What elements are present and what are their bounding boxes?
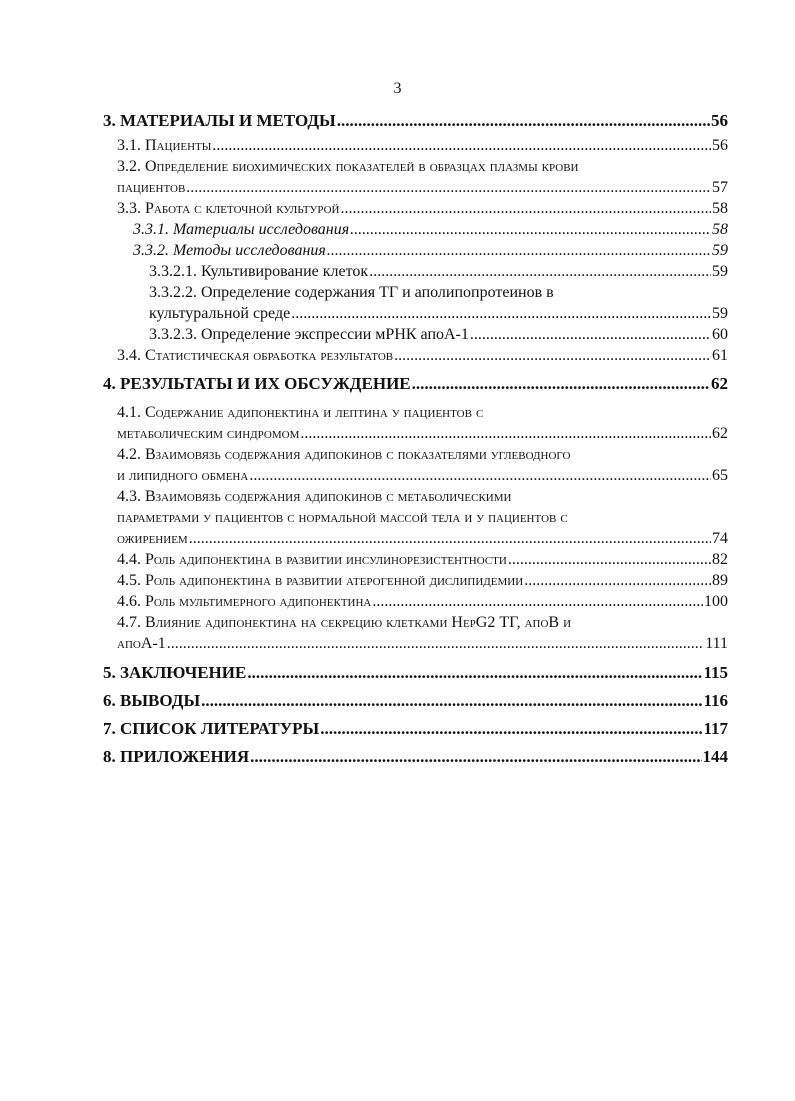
toc-entry-3-3-2-2[interactable] xyxy=(103,282,728,324)
toc-entry-3-3-2[interactable] xyxy=(103,240,728,261)
toc-entry-title-line: ожирением xyxy=(117,530,188,547)
dot-leader xyxy=(412,373,710,394)
toc-entry-page: 60 xyxy=(712,326,728,343)
toc-entry-8[interactable] xyxy=(103,746,728,767)
table-of-contents xyxy=(103,110,728,772)
dot-leader xyxy=(250,746,701,767)
toc-entry-page: 65 xyxy=(712,467,728,484)
toc-entry-page: 62 xyxy=(711,374,728,393)
toc-entry-page: 56 xyxy=(711,111,728,130)
toc-entry-title: 3.3. Работа с клеточной культурой xyxy=(117,200,340,217)
toc-entry-title-line: 3.3.2.2. Определение содержания ТГ и аполипопротеинов в xyxy=(149,284,554,301)
toc-entry-title: 3.4. Статистическая обработка результатов xyxy=(117,347,394,364)
toc-entry-4-4[interactable] xyxy=(103,549,728,570)
toc-entry-page: 111 xyxy=(705,635,728,652)
dot-leader xyxy=(372,591,703,612)
dot-leader xyxy=(320,718,702,739)
dot-leader xyxy=(327,240,711,261)
dot-leader xyxy=(201,690,702,711)
toc-entry-title-line: 4.1. Содержание адипонектина и лептина у пациентов с xyxy=(117,404,484,421)
dot-leader xyxy=(167,633,704,654)
toc-entry-page: 59 xyxy=(712,305,728,322)
toc-entry-title-line: параметрами у пациентов с нормальной массой тела и у пациентов с xyxy=(117,509,568,526)
toc-entry-title-line: 3.2. Определение биохимических показателей в образцах плазмы крови xyxy=(117,158,579,175)
dot-leader xyxy=(337,110,710,131)
toc-entry-page: 59 xyxy=(712,242,728,259)
toc-entry-title-line: 4.7. Влияние адипонектина на секрецию клетками HepG2 ТГ, апоВ и xyxy=(117,614,572,631)
page-number: 3 xyxy=(393,80,402,97)
dot-leader xyxy=(340,198,711,219)
dot-leader xyxy=(186,177,711,198)
toc-entry-3-3-1[interactable] xyxy=(103,219,728,240)
toc-entry-title: 3.3.1. Материалы исследования xyxy=(133,221,350,238)
toc-entry-title-line: культуральной среде xyxy=(149,305,291,322)
dot-leader xyxy=(300,423,711,444)
toc-entry-page: 89 xyxy=(712,572,728,589)
toc-entry-page: 62 xyxy=(712,425,728,442)
toc-entry-3-2[interactable] xyxy=(103,156,728,198)
toc-entry-3-4[interactable] xyxy=(103,345,728,366)
toc-entry-title: 3.3.2.1. Культивирование клеток xyxy=(149,263,369,280)
dot-leader xyxy=(369,261,711,282)
toc-entry-4-1[interactable] xyxy=(103,402,728,444)
toc-entry-page: 100 xyxy=(704,593,728,610)
dot-leader xyxy=(189,528,711,549)
toc-entry-title: 3.3.2.3. Определение экспрессии мРНК апоА-1 xyxy=(149,326,469,343)
toc-entry-3-3-2-1[interactable] xyxy=(103,261,728,282)
toc-entry-title: 4. РЕЗУЛЬТАТЫ И ИХ ОБСУЖДЕНИЕ xyxy=(103,374,411,393)
toc-entry-4[interactable] xyxy=(103,373,728,394)
dot-leader xyxy=(247,662,702,683)
toc-entry-title-line: и липидного обмена xyxy=(117,467,249,484)
dot-leader xyxy=(249,465,711,486)
toc-entry-title: 3. МАТЕРИАЛЫ И МЕТОДЫ xyxy=(103,111,336,130)
toc-entry-page: 58 xyxy=(712,200,728,217)
toc-entry-page: 117 xyxy=(703,719,728,738)
dot-leader xyxy=(291,303,711,324)
toc-entry-title: 3.1. Пациенты xyxy=(117,137,212,154)
toc-entry-6[interactable] xyxy=(103,690,728,711)
toc-entry-title: 8. ПРИЛОЖЕНИЯ xyxy=(103,747,250,766)
dot-leader xyxy=(470,324,711,345)
dot-leader xyxy=(350,219,711,240)
toc-entry-page: 115 xyxy=(703,663,728,682)
toc-entry-page: 56 xyxy=(712,137,728,154)
toc-entry-page: 58 xyxy=(712,221,728,238)
toc-entry-title-line: 4.2. Взаимовязь содержания адипокинов с показателями углеводного xyxy=(117,446,571,463)
toc-entry-5[interactable] xyxy=(103,662,728,683)
toc-entry-title-line: апоА-1 xyxy=(117,635,166,652)
dot-leader xyxy=(394,345,711,366)
toc-entry-page: 57 xyxy=(712,179,728,196)
dot-leader xyxy=(524,570,711,591)
toc-entry-7[interactable] xyxy=(103,718,728,739)
toc-entry-title: 4.4. Роль адипонектина в развитии инсулинорезистентности xyxy=(117,551,507,568)
toc-entry-title: 3.3.2. Методы исследования xyxy=(133,242,326,259)
toc-entry-3-3[interactable] xyxy=(103,198,728,219)
toc-entry-4-5[interactable] xyxy=(103,570,728,591)
toc-entry-page: 82 xyxy=(712,551,728,568)
toc-entry-page: 74 xyxy=(712,530,728,547)
toc-entry-3[interactable] xyxy=(103,110,728,131)
toc-entry-title-line: пациентов xyxy=(117,179,186,196)
toc-entry-3-1[interactable] xyxy=(103,135,728,156)
toc-entry-title: 7. СПИСОК ЛИТЕРАТУРЫ xyxy=(103,719,320,738)
dot-leader xyxy=(212,135,711,156)
toc-entry-3-3-2-3[interactable] xyxy=(103,324,728,345)
toc-entry-title: 4.6. Роль мультимерного адипонектина xyxy=(117,593,372,610)
toc-entry-4-3[interactable] xyxy=(103,486,728,549)
toc-entry-title-line: 4.3. Взаимовязь содержания адипокинов с метаболическими xyxy=(117,488,512,505)
toc-entry-title: 6. ВЫВОДЫ xyxy=(103,691,201,710)
toc-entry-title: 5. ЗАКЛЮЧЕНИЕ xyxy=(103,663,247,682)
toc-entry-4-7[interactable] xyxy=(103,612,728,654)
toc-entry-page: 59 xyxy=(712,263,728,280)
toc-entry-page: 116 xyxy=(703,691,728,710)
toc-entry-page: 61 xyxy=(712,347,728,364)
toc-entry-title: 4.5. Роль адипонектина в развитии атерогенной дислипидемии xyxy=(117,572,524,589)
dot-leader xyxy=(508,549,711,570)
toc-entry-4-6[interactable] xyxy=(103,591,728,612)
toc-entry-page: 144 xyxy=(702,747,728,766)
toc-entry-title-line: метаболическим синдромом xyxy=(117,425,300,442)
toc-entry-4-2[interactable] xyxy=(103,444,728,486)
